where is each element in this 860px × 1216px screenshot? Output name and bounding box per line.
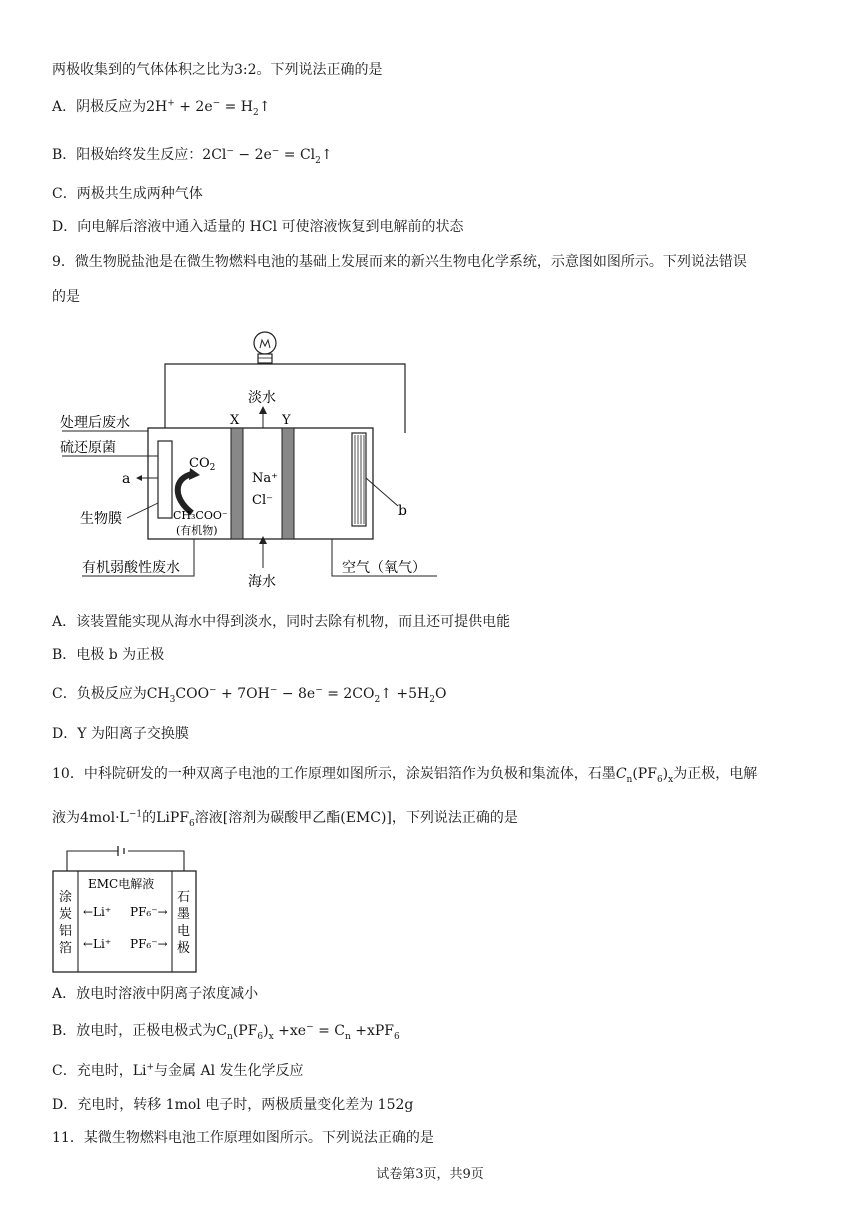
q8-option-d: D．向电解后溶液中通入适量的 HCl 可使溶液恢复到电解前的状态 [52,219,464,235]
q10-stem-line2: 液为$4mol\cdot L^{-1}$的LiPF$_6$溶液[溶剂为碳酸甲乙酯(EMC)]，下列说法正确的是 [52,809,518,829]
label-graphite-electrode-4: 极 [177,941,191,956]
label-b: b [398,503,407,519]
label-organic: (有机物) [176,524,218,537]
q9-option-b: B．电极 b 为正极 [52,647,165,663]
label-bacteria: 硫还原菌 [60,440,116,456]
label-a: a [122,471,131,487]
q10-option-a: A．放电时溶液中阴离子浓度减小 [52,986,259,1002]
label-acetate: CH₃COO⁻ [173,509,228,522]
q10-option-c: C．充电时，Li+与金属 Al 发生化学反应 [52,1062,304,1079]
label-coated-al-foil-1: 涂 [59,890,73,905]
label-y: Y [282,413,291,428]
row1-pf6: PF₆⁻→ [130,905,168,919]
q8-stem-tail: 两极收集到的气体体积之比为3:2。下列说法正确的是 [52,62,383,78]
label-na: Na⁺ [252,471,278,486]
row2-li: ←Li⁺ [83,937,112,951]
q9-option-a: A．该装置能实现从海水中得到淡水，同时去除有机物，而且还可提供电能 [52,614,511,630]
q10-option-d: D．充电时，转移 1mol 电子时，两极质量变化差为 152g [52,1097,414,1113]
label-graphite-electrode-2: 墨 [177,907,191,922]
page-footer: 试卷第3页，共9页 [376,1167,484,1182]
q9-option-d: D．Y 为阳离子交换膜 [52,726,189,742]
label-x: X [230,413,240,428]
label-coated-al-foil-2: 炭 [59,907,73,922]
label-seawater: 海水 [248,574,276,590]
label-graphite-electrode-1: 石 [177,890,191,905]
row2-pf6: PF₆⁻→ [130,937,168,951]
membrane-x [231,428,243,539]
q8-option-c: C．两极共生成两种气体 [52,186,203,202]
lamp-icon [254,332,276,363]
q11-stem: 11．某微生物燃料电池工作原理如图所示。下列说法正确的是 [52,1130,434,1146]
label-treated-water: 处理后废水 [60,415,130,431]
label-biofilm: 生物膜 [80,511,122,527]
q10-stem-line1: 10．中科院研发的一种双离子电池的工作原理如图所示，涂炭铝箔作为负极和集流体，石墨$C_n(PF_6)_x$为正极，电解 [52,766,758,785]
q10-option-b: B．放电时，正极电极式为$C_n(PF_6)_x +xe^- = C_n +xPF_6$ [52,1022,400,1042]
label-coated-al-foil-3: 铝 [59,924,73,939]
q9-stem-line1: 9．微生物脱盐池是在微生物燃料电池的基础上发展而来的新兴生物电化学系统，示意图如图所示。下列说法错误 [52,254,747,270]
label-co2: $CO_2$ [189,456,216,473]
q8-option-a: A．阴极反应为$2H^+ + 2e^- = H_2↑$ [52,98,271,118]
q9-stem-line2: 的是 [52,289,80,305]
membrane-y [282,428,294,539]
q9-desalination-cell-diagram [52,318,452,593]
electrode-a [158,441,172,518]
q9-option-c: C．负极反应为$CH_3COO^- + 7OH^- - 8e^-$ = $2CO_2↑ +5H_2O$ [52,685,447,705]
q10-dual-ion-battery-diagram [50,845,200,977]
label-coated-al-foil-4: 箔 [59,941,73,956]
label-graphite-electrode-3: 电 [177,924,191,939]
q8-option-b: B．阳极始终发生反应：$2Cl^- - 2e^- = Cl_2↑$ [52,146,333,166]
label-waste-water: 有机弱酸性废水 [82,560,180,576]
label-emc-electrolyte: EMC电解液 [88,877,155,891]
label-cl: Cl⁻ [252,493,273,508]
row1-li: ←Li⁺ [83,905,112,919]
external-wire [67,851,184,871]
label-fresh-water: 淡水 [248,390,276,406]
label-air: 空气（氧气） [342,560,426,576]
